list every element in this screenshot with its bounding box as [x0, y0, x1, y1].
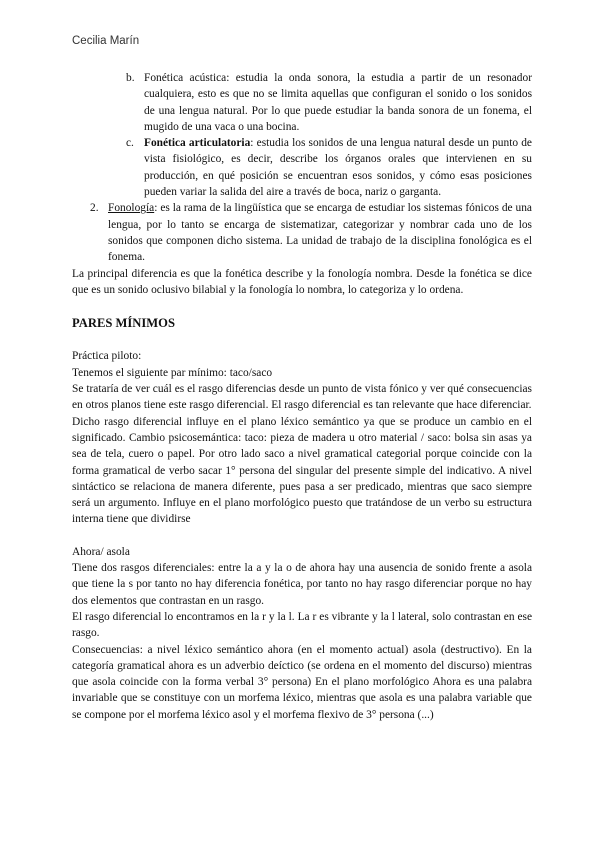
practice-pair-line: Tenemos el siguiente par mínimo: taco/saco [72, 366, 273, 379]
list-text: : estudia la onda sonora, la estudia a partir de un resonador cualquiera, esto es que no se limita aquellas que configuran el sonido o los sonidos de una lengua natural. Por lo que puede estudiar la banda sonora de un fonema, el mugido de una vaca o una bocina. [144, 72, 532, 133]
list-item-2 [72, 200, 532, 265]
spacer [72, 528, 532, 544]
list-term: Fonética acústica [144, 72, 227, 84]
list-marker: 2. [90, 202, 99, 215]
list-text: : es la rama de la lingüística que se encarga de estudiar los sistemas fónicos de una lengua, por lo tanto se encarga de sistematizar, categorizar y nombrar cada uno de los sonidos que componen dicho sistema. La unidad de trabajo de la disciplina fonológica es el fonema. [108, 202, 532, 264]
list-term: Fonología [108, 202, 155, 215]
paragraph-difference: La principal diferencia es que la fonética describe y la fonología nombra. Desde la fonética se dice que es un sonido oclusivo bilabial y la fonología lo nombra, lo categoriza y lo ordena. [72, 267, 532, 296]
practice-label: Práctica piloto: [72, 350, 142, 363]
list-marker: b. [126, 72, 135, 84]
practice-paragraph-2: Dicho rasgo diferencial influye en el plano léxico semántico ya que se produce un cambio en el significado. Cambio psicosemántica: taco: pieza de madera u otro material / saco: bolsa sin asas ya sea de tela, cuero o papel. Por otro lado saco a nivel gramatical categorial porque coincide con la forma gramatical de verbo sacar 1° persona del singular del presente simple del indicativo. A nivel sintáctico se relaciona de manera diferente, pues pasa a ser predicado, mientras que saco siempre será un argumento. Influye en el plano morfológico puesto que tratándose de un verbo su estructura interna tiene que dividirse [72, 415, 532, 526]
ahora-paragraph-1: Tiene dos rasgos diferenciales: entre la a y la o de ahora hay una ausencia de sonido frente a asola que tiene la s por tanto no hay diferencia fonética, por tanto no hay rasgo diferenciar porque no hay dos elementos que contrastan en un rasgo. [72, 562, 532, 607]
list-marker: c. [126, 137, 134, 150]
section-title: PARES MÍNIMOS [72, 316, 175, 331]
ahora-paragraph-2: El rasgo diferencial lo encontramos en la r y la l. La r es vibrante y la l lateral, solo contrastan en ese rasgo. [72, 610, 532, 640]
document-body [72, 70, 532, 723]
ahora-paragraph-3: Consecuencias: a nivel léxico semántico ahora (en el momento actual) asola (destructivo). En la categoría gramatical ahora es un adverbio deíctico (se ordena en el momento del discurso) mientras que asola coincide con la forma verbal 3° persona) En el plano morfológico Ahora es una palabra invariable que se constituye con un morfema léxico, mientras que asola es una palabra variable que se compone por el morfema léxico asol y el morfema flexivo de 3° persona (...) [72, 643, 532, 721]
list-text: : estudia los sonidos de una lengua natural desde un punto de vista fisiológico, es decir, describe los órganos orales que intervienen en su producción, en qué posición se encuentran esos sonidos, y cómo esas posiciones pueden variar la salida del aire a través de boca, nariz o garganta. [144, 137, 532, 199]
list-item-b [72, 70, 532, 135]
practice-paragraph-1: Se trataría de ver cuál es el rasgo diferencias desde un punto de vista fónico y ver qué consecuencias en otros planos tiene este rasgo diferencial. El rasgo diferencial es tan relevante que hace diferenciar. [72, 383, 532, 412]
author-header: Cecilia Marín [72, 35, 140, 47]
list-term: Fonética articulatoria [144, 137, 251, 150]
ahora-label: Ahora/ asola [72, 545, 130, 558]
list-item-c [72, 135, 532, 200]
